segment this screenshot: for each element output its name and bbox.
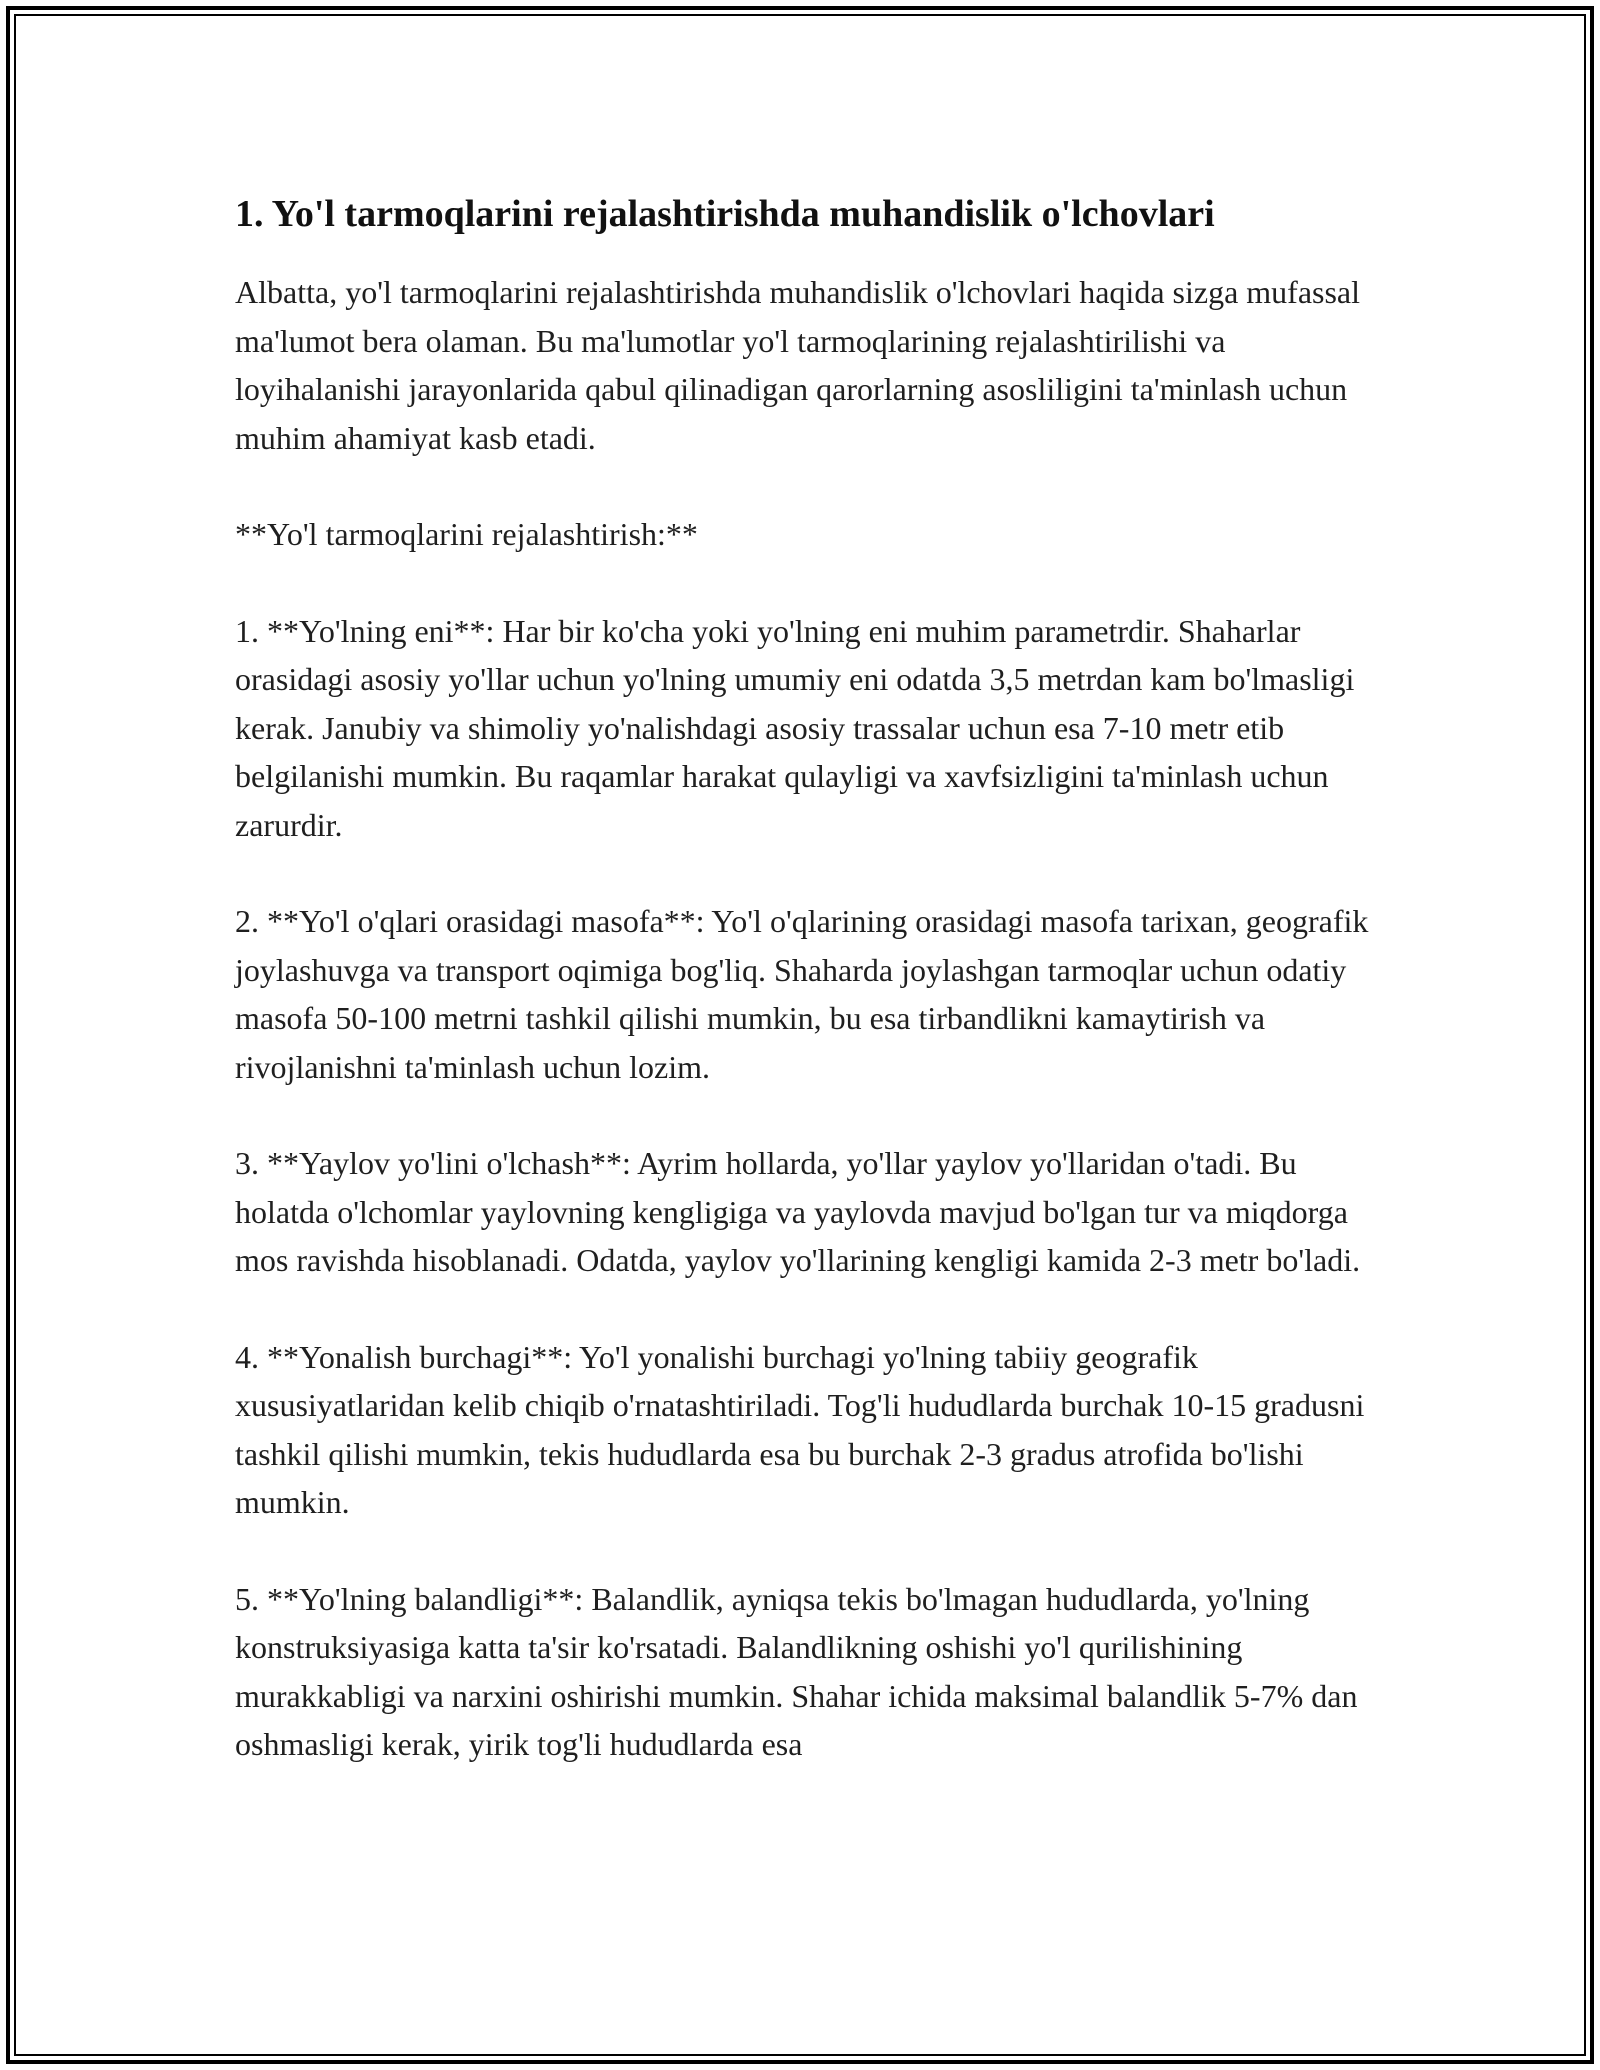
item-pasture-road: 3. **Yaylov yo'lini o'lchash**: Ayrim hollarda, yo'llar yaylov yo'llaridan o'tadi. Bu holatda o'lchomlar yaylovning kengligiga va yaylovda mavjud bo'lgan tur va miqdorga mos ravishda hisoblanadi. Odatda, yaylov yo'llarining kengligi kamida 2-3 metr bo'ladi. [235, 1145, 1361, 1278]
document-body [235, 186, 1385, 1817]
item-road-height: 5. **Yo'lning balandligi**: Balandlik, ayniqsa tekis bo'lmagan hududlarda, yo'lning konstruksiyasiga katta ta'sir ko'rsatadi. Balandlikning oshishi yo'l qurilishining murakkabligi va narxini oshirishi mumkin. Shahar ichida maksimal balandlik 5-7% dan oshmasligi kerak, yirik tog'li hududlarda esa [235, 1580, 1358, 1762]
section-heading: **Yo'l tarmoqlarini rejalashtirish:** [235, 516, 698, 552]
item-direction-angle: 4. **Yonalish burchagi**: Yo'l yonalishi burchagi yo'lning tabiiy geografik xususiyatlaridan kelib chiqib o'rnatashtiriladi. Tog'li hududlarda burchak 10-15 gradusni tashkil qilishi mumkin, tekis hududlarda esa bu burchak 2-3 gradus atrofida bo'lishi mumkin. [235, 1338, 1365, 1520]
item-axis-distance: 2. **Yo'l o'qlari orasidagi masofa**: Yo'l o'qlarining orasidagi masofa tarixan, geografik joylashuvga va transport oqimiga bog'liq. Shaharda joylashgan tarmoqlar uchun odatiy masofa 50-100 metrni tashkil qilishi mumkin, bu esa tirbandlikni kamaytirish va rivojlanishni ta'minlash uchun lozim. [235, 903, 1369, 1085]
item-road-width: 1. **Yo'lning eni**: Har bir ko'cha yoki yo'lning eni muhim parametrdir. Shaharlar orasidagi asosiy yo'llar uchun yo'lning umumiy eni odatda 3,5 metrdan kam bo'lmasligi kerak. Janubiy va shimoliy yo'nalishdagi asosiy trassalar uchun esa 7-10 metr etib belgilanishi mumkin. Bu raqamlar harakat qulayligi va xavfsizligini ta'minlash uchun zarurdir. [235, 612, 1355, 843]
intro-paragraph: Albatta, yo'l tarmoqlarini rejalashtirishda muhandislik o'lchovlari haqida sizga mufassal ma'lumot bera olaman. Bu ma'lumotlar yo'l tarmoqlarining rejalashtirilishi va loyihalanishi jarayonlarida qabul qilinadigan qarorlarning asosliligini ta'minlash uchun muhim ahamiyat kasb etadi. [235, 274, 1361, 456]
document-title: 1. Yo'l tarmoqlarini rejalashtirishda muhandislik o'lchovlari [235, 193, 1215, 235]
